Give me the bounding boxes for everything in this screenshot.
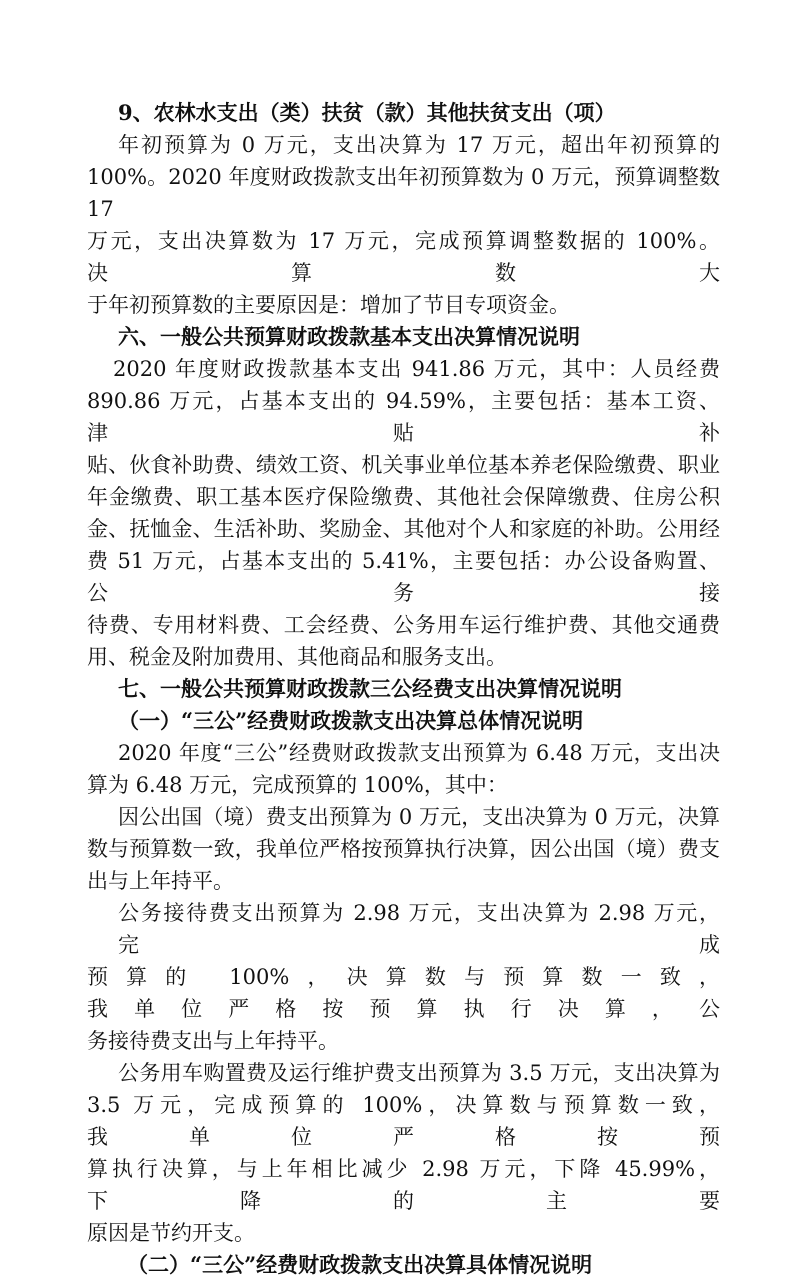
- paragraph: [87, 353, 720, 673]
- body-line: 原因是节约开支。: [87, 1221, 255, 1245]
- subsection-heading: （二）“三公”经费财政拨款支出决算具体情况说明: [127, 1252, 593, 1277]
- paragraph: [87, 897, 720, 1057]
- body-line: 费 51 万元，占基本支出的 5.41%，主要包括：办公设备购置、公务接: [87, 549, 720, 605]
- body-line: 出与上年持平。: [87, 869, 234, 893]
- section-heading: 六、一般公共预算财政拨款基本支出决算情况说明: [118, 324, 580, 349]
- body-line: 数与预算数一致，我单位严格按预算执行决算，因公出国（境）费支: [87, 837, 720, 861]
- body-line: 待费、专用材料费、工会经费、公务用车运行维护费、其他交通费: [87, 613, 720, 637]
- paragraph: [87, 129, 720, 321]
- paragraph: [87, 737, 720, 801]
- body-line: 年初预算为 0 万元，支出决算为 17 万元，超出年初预算的: [118, 133, 720, 157]
- body-line: 万元，支出决算数为 17 万元，完成预算调整数据的 100%。决算数大: [87, 229, 720, 285]
- body-line: 预算的 100%，决算数与预算数一致，我单位严格按预算执行决算，公: [87, 965, 720, 1021]
- item-heading: 9、农林水支出（类）扶贫（款）其他扶贫支出（项）: [118, 100, 616, 125]
- paragraph: [87, 1057, 720, 1249]
- body-line: 890.86 万元，占基本支出的 94.59%，主要包括：基本工资、津贴补: [87, 389, 720, 445]
- section-heading: 七、一般公共预算财政拨款三公经费支出决算情况说明: [118, 676, 622, 701]
- body-line: 2020 年度“三公”经费财政拨款支出预算为 6.48 万元，支出决: [118, 741, 720, 765]
- body-line: 公务用车购置费及运行维护费支出预算为 3.5 万元，支出决算为: [118, 1061, 720, 1085]
- body-line: 贴、伙食补助费、绩效工资、机关事业单位基本养老保险缴费、职业: [87, 453, 720, 477]
- body-line: 于年初预算数的主要原因是：增加了节目专项资金。: [87, 293, 570, 317]
- body-line: 公务接待费支出预算为 2.98 万元，支出决算为 2.98 万元，完成: [118, 901, 720, 957]
- body-line: 用、税金及附加费用、其他商品和服务支出。: [87, 645, 507, 669]
- body-line: 金、抚恤金、生活补助、奖励金、其他对个人和家庭的补助。公用经: [87, 517, 720, 541]
- paragraph: [87, 801, 720, 897]
- body-line: 因公出国（境）费支出预算为 0 万元，支出决算为 0 万元，决算: [118, 805, 720, 829]
- body-line: 务接待费支出与上年持平。: [87, 1029, 339, 1053]
- body-line: 100%。2020 年度财政拨款支出年初预算数为 0 万元，预算调整数 17: [87, 165, 720, 221]
- body-line: 算为 6.48 万元，完成预算的 100%，其中：: [87, 773, 508, 797]
- body-line: 2020 年度财政拨款基本支出 941.86 万元，其中：人员经费: [113, 357, 720, 381]
- body-line: 3.5 万元，完成预算的 100%，决算数与预算数一致，我单位严格按预: [87, 1093, 720, 1149]
- subsection-heading: （一）“三公”经费财政拨款支出决算总体情况说明: [118, 708, 584, 733]
- body-line: 年金缴费、职工基本医疗保险缴费、其他社会保障缴费、住房公积: [87, 485, 720, 509]
- body-line: 算执行决算，与上年相比减少 2.98 万元，下降 45.99%，下降的主要: [87, 1157, 720, 1213]
